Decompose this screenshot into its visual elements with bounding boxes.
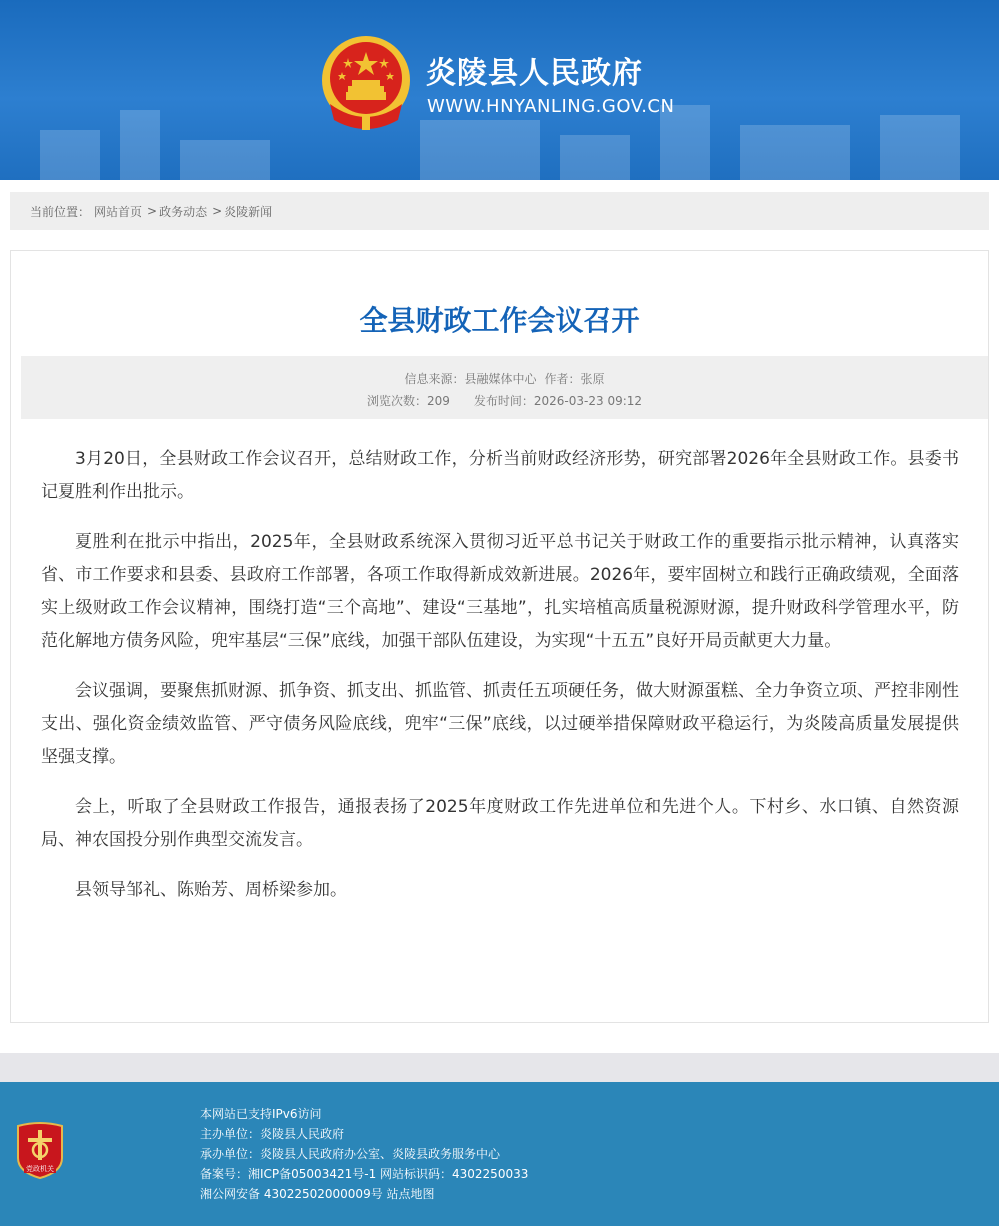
breadcrumb-label: 当前位置： <box>30 204 91 219</box>
source-label: 信息来源： <box>404 372 465 386</box>
author-label: 作者： <box>544 372 581 386</box>
article-body <box>41 443 959 924</box>
police-record-line <box>200 1184 528 1204</box>
sitemap-link[interactable]: 站点地图 <box>386 1187 435 1201</box>
site-header <box>0 0 999 180</box>
article-meta <box>21 356 988 419</box>
ipv6-notice: 本网站已支持IPv6访问 <box>200 1107 322 1121</box>
party-government-badge-icon[interactable] <box>14 1120 66 1180</box>
host-unit: 主办单位：炎陵县人民政府 <box>200 1127 345 1141</box>
published-value: 2026-03-23 09:12 <box>533 394 643 408</box>
breadcrumb-local-news-link[interactable]: 炎陵新闻 <box>224 204 273 219</box>
published-label: 发布时间： <box>473 394 534 408</box>
author-value: 张原 <box>580 372 605 386</box>
article-paragraph: 3月20日，全县财政工作会议召开，总结财政工作，分析当前财政经济形势，研究部署2026年全县财政工作。县委书记夏胜利作出批示。 <box>41 449 959 502</box>
organizer-unit: 承办单位：炎陵县人民政府办公室、炎陵县政务服务中心 <box>200 1147 501 1161</box>
site-url[interactable]: WWW.HNYANLING.GOV.CN <box>427 96 675 117</box>
icp-record[interactable]: 备案号：湘ICP备05003421号-1 网站标识码：4302250033 <box>200 1167 529 1181</box>
article-title: 全县财政工作会议召开 <box>359 304 640 337</box>
badge-text: 党政机关 <box>26 1165 54 1173</box>
national-emblem-icon <box>318 34 414 134</box>
views-label: 浏览次数： <box>366 394 427 408</box>
breadcrumb-separator: > <box>212 204 223 218</box>
site-title[interactable]: 炎陵县人民政府 <box>426 56 643 91</box>
breadcrumb-separator: > <box>147 204 158 218</box>
article-paragraph: 县领导邹礼、陈贻芳、周桥梁参加。 <box>75 880 347 900</box>
views-value: 209 <box>426 394 450 408</box>
main-content <box>0 180 999 1053</box>
breadcrumb-home-link[interactable]: 网站首页 <box>94 204 143 219</box>
breadcrumb <box>10 192 989 230</box>
footer-info <box>200 1104 528 1204</box>
police-record[interactable]: 湘公网安备 43022502000009号 <box>200 1187 383 1201</box>
source-value: 县融媒体中心 <box>464 372 537 386</box>
site-footer <box>0 1082 999 1226</box>
article-paragraph: 夏胜利在批示中指出，2025年，全县财政系统深入贯彻习近平总书记关于财政工作的重要指示批示精神，认真落实省、市工作要求和县委、县政府工作部署，各项工作取得新成效新进展。2026年，要牢固树立和践行正确政绩观，全面落实上级财政工作会议精神，围绕打造“三个高地”、建设“三基地”，扎实培植高质量税源财源，提升财政科学管理水平，防范化解地方债务风险，兜牢基层“三保”底线，加强干部队伍建设，为实现“十五五”良好开局贡献更大力量。 <box>41 532 959 651</box>
article-paragraph: 会议强调，要聚焦抓财源、抓争资、抓支出、抓监管、抓责任五项硬任务，做大财源蛋糕、全力争资立项、严控非刚性支出、强化资金绩效监管、严守债务风险底线，兜牢“三保”底线，以过硬举措保障财政平稳运行，为炎陵高质量发展提供坚强支撑。 <box>41 681 959 767</box>
breadcrumb-news-link[interactable]: 政务动态 <box>159 204 208 219</box>
article-paragraph: 会上，听取了全县财政工作报告，通报表扬了2025年度财政工作先进单位和先进个人。下村乡、水口镇、自然资源局、神农国投分别作典型交流发言。 <box>41 797 959 850</box>
article <box>10 250 989 1023</box>
